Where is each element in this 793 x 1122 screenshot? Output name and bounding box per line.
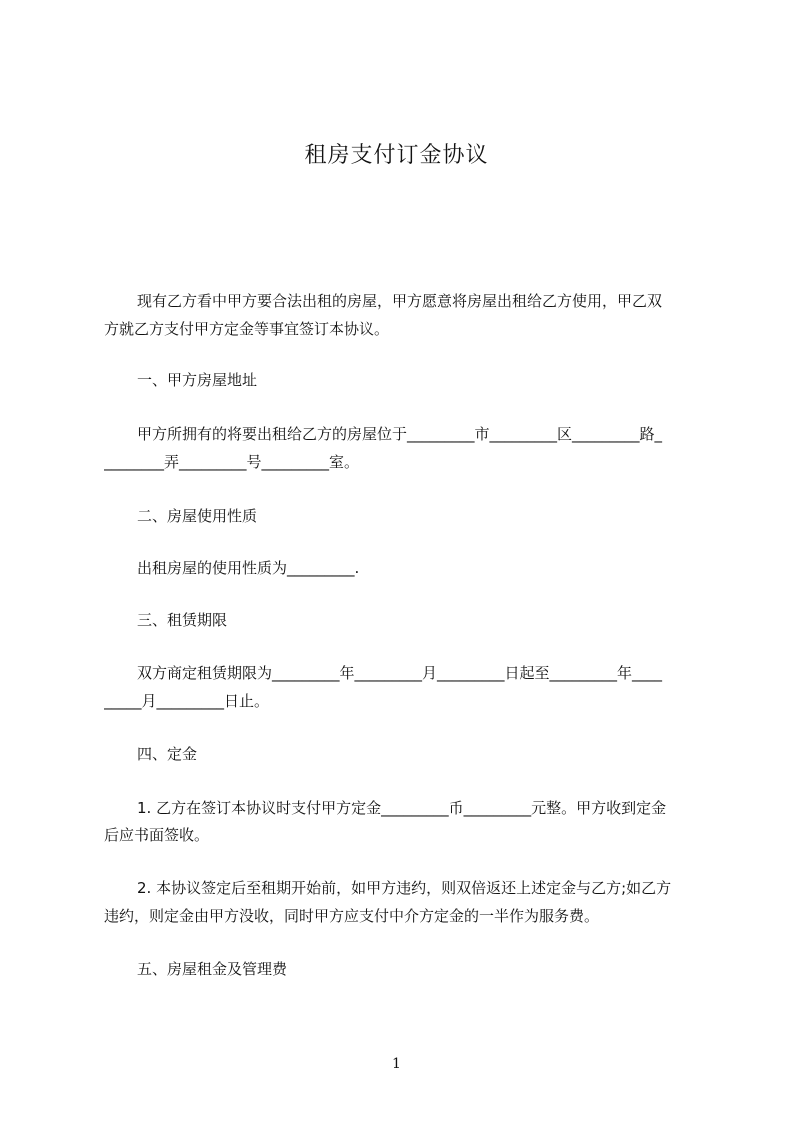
section2-heading: 二、房屋使用性质 [137,507,258,525]
intro-line-2: 方就乙方支付甲方定金等事宜签订本协议。 [104,320,390,338]
page-number: 1 [392,1056,401,1072]
section4-clause1-line-1: 1. 乙方在签订本协议时支付甲方定金_________币_________元整。甲方收到定金 [137,799,667,817]
document-title: 租房支付订金协议 [304,143,489,168]
section4-clause2-line-1: 2. 本协议签定后至租期开始前，如甲方违约，则双倍返还上述定金与乙方;如乙方 [137,879,672,897]
section3-heading: 三、租赁期限 [137,611,228,629]
section5-heading: 五、房屋租金及管理费 [137,960,288,978]
section3-line-2: _____月_________日止。 [104,692,270,710]
section2-line-1: 出租房屋的使用性质为_________. [137,559,360,577]
section4-clause1-line-2: 后应书面签收。 [104,826,210,844]
section1-line-2: ________弄_________号_________室。 [104,453,360,471]
section3-line-1: 双方商定租赁期限为_________年_________月_________日起至_________年____ [137,664,663,682]
section4-clause2-line-2: 违约，则定金由甲方没收，同时甲方应支付中介方定金的一半作为服务费。 [104,907,600,925]
section4-heading: 四、定金 [137,745,198,763]
intro-line-1: 现有乙方看中甲方要合法出租的房屋，甲方愿意将房屋出租给乙方使用，甲乙双 [137,292,663,310]
section1-line-1: 甲方所拥有的将要出租给乙方的房屋位于_________市_________区_________路_ [137,425,663,443]
section1-heading: 一、甲方房屋地址 [137,371,258,389]
